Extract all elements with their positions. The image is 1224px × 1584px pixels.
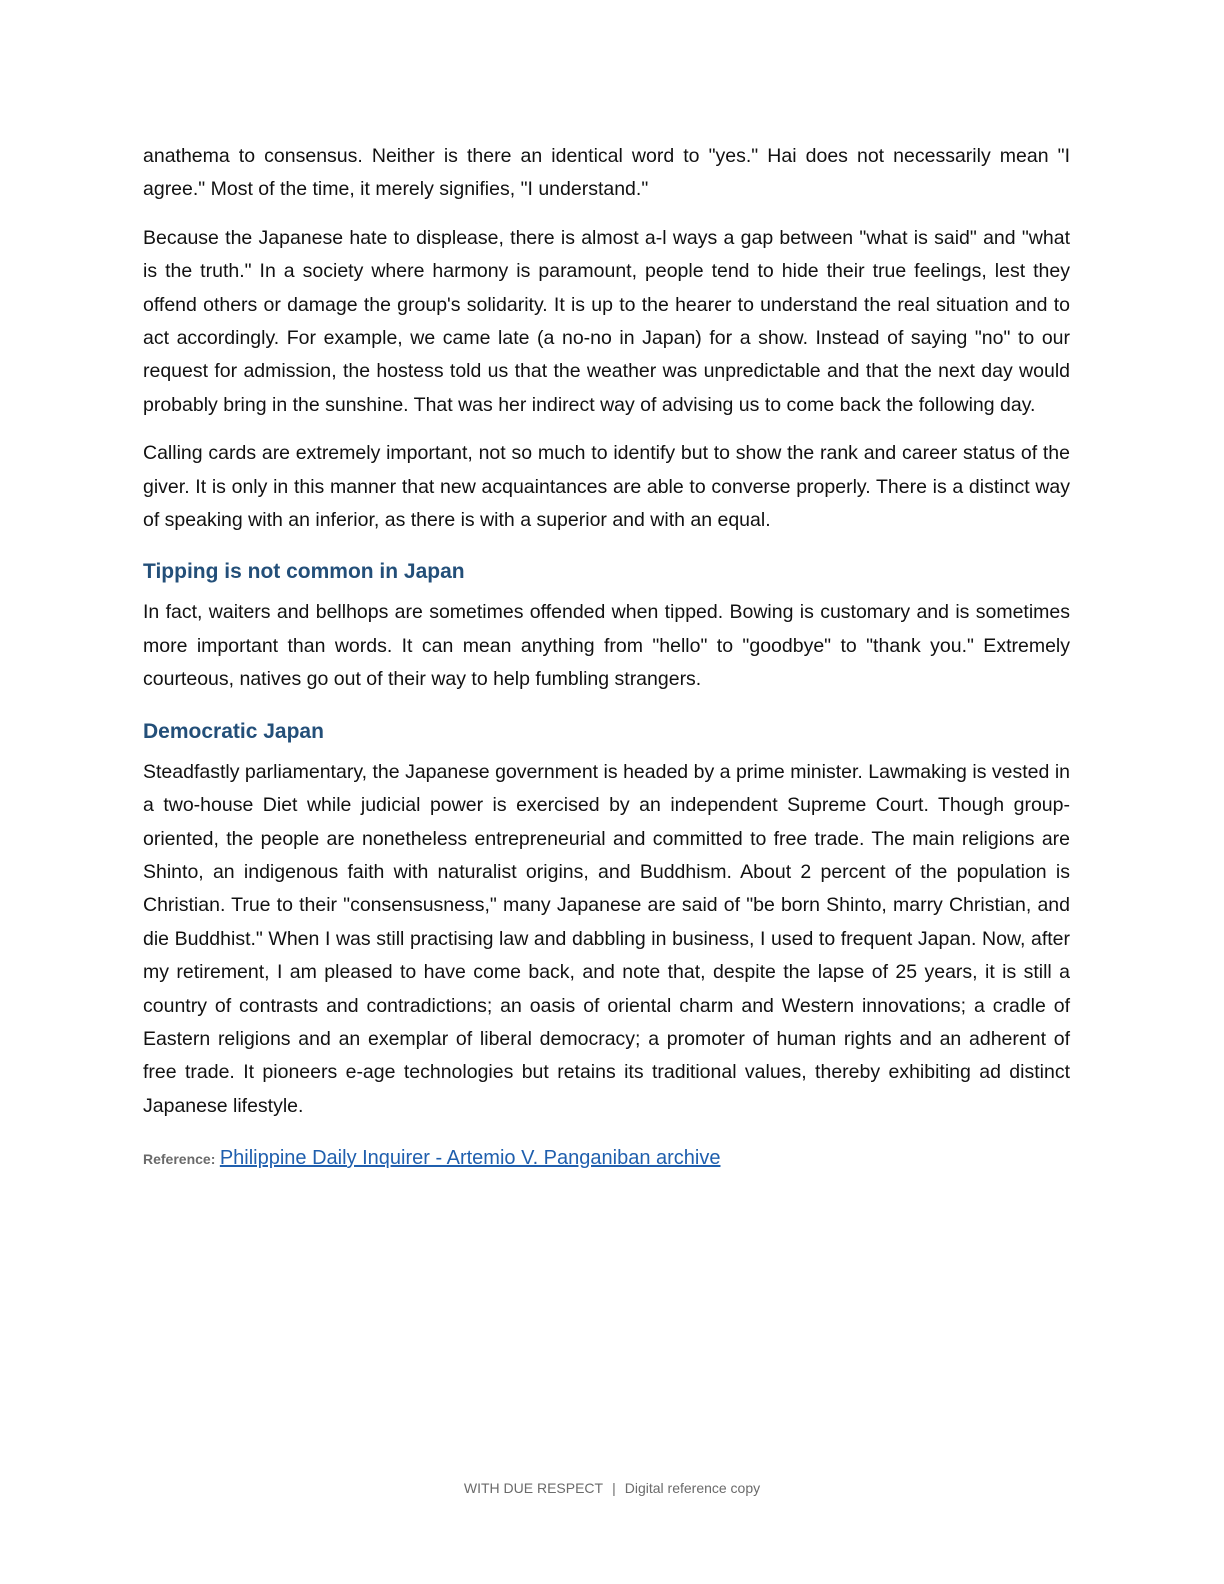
paragraph-displease: Because the Japanese hate to displease, there is almost a-l ways a gap between "what is said" and "what is the truth." In a society where harmony is paramount, people tend to hide their true feelings, lest they offend others or damage the group's solidarity. It is up to the hearer to understand the real situation and to act accordingly. For example, we came late (a no-no in Japan) for a show. Instead of saying "no" to our request for admission, the hostess told us that the weather was unpredictable and that the next day would probably bring in the sunshine. That was her indirect way of advising us to come back the following day. <box>143 226 1070 416</box>
footer-subtitle: Digital reference copy <box>624 1480 761 1496</box>
page-footer <box>0 1478 1224 1498</box>
document-body <box>143 140 1070 1175</box>
paragraph-consensus: anathema to consensus. Neither is there an identical word to "yes." Hai does not necessarily mean "I agree." Most of the time, it merely signifies, "I understand." <box>143 145 1070 201</box>
heading-democratic-japan: Democratic Japan <box>143 719 324 743</box>
footer-title: WITH DUE RESPECT <box>463 1480 604 1496</box>
paragraph-democratic-japan: Steadfastly parliamentary, the Japanese government is headed by a prime minister. Lawmaking is vested in a two-house Diet while judicial power is exercised by an independent Supreme Court. Though group-oriented, the people are nonetheless entrepreneurial and committed to free trade. The main religions are Shinto, an indigenous faith with naturalist origins, and Buddhism. About 2 percent of the population is Christian. True to their "consensusness," many Japanese are said of "be born Shinto, marry Christian, and die Buddhist." When I was still practising law and dabbling in business, I used to frequent Japan. Now, after my retirement, I am pleased to have come back, and note that, despite the lapse of 25 years, it is still a country of contrasts and contradictions; an oasis of oriental charm and Western innovations; a cradle of Eastern religions and an exemplar of liberal democracy; a promoter of human rights and an adherent of free trade. It pioneers e-age technologies but retains its traditional values, thereby exhibiting ad distinct Japanese lifestyle. <box>143 760 1070 1117</box>
reference-label: Reference: <box>143 1151 216 1168</box>
footer-separator: | <box>612 1480 616 1496</box>
reference-line <box>143 1143 1070 1175</box>
paragraph-tipping: In fact, waiters and bellhops are sometimes offended when tipped. Bowing is customary and is sometimes more important than words. It can mean anything from "hello" to "goodbye" to "thank you." Extremely courteous, natives go out of their way to help fumbling strangers. <box>143 601 1070 691</box>
heading-tipping: Tipping is not common in Japan <box>143 560 465 584</box>
paragraph-calling-cards: Calling cards are extremely important, not so much to identify but to show the rank and career status of the giver. It is only in this manner that new acquaintances are able to converse properly. There is a distinct way of speaking with an inferior, as there is with a superior and with an equal. <box>143 442 1070 532</box>
reference-link[interactable]: Philippine Daily Inquirer - Artemio V. Panganiban archive <box>219 1147 721 1170</box>
